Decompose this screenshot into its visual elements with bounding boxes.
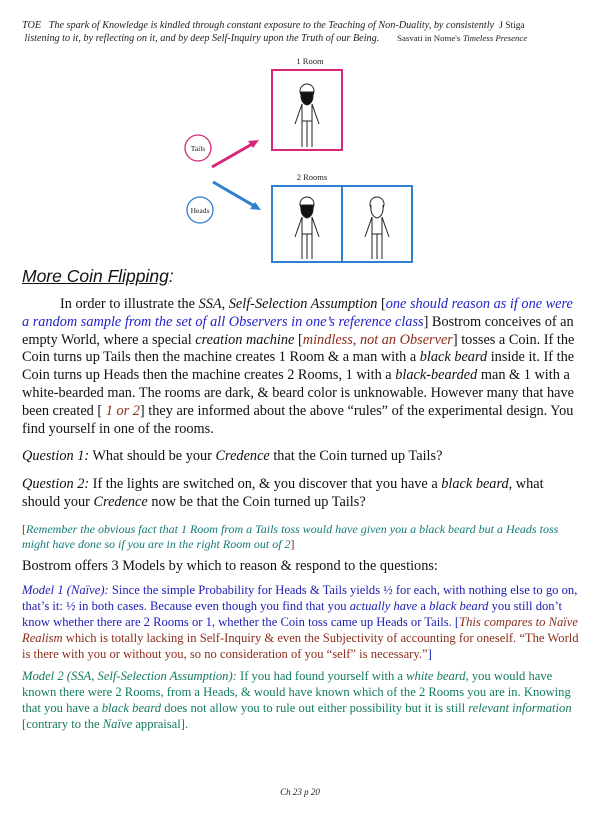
tails-label: Tails xyxy=(190,144,206,153)
text: ] they are informed about the above “rules” of the experimental design. You find yourself in one of the rooms. xyxy=(22,402,574,437)
actually-have-term: actually have xyxy=(349,598,418,613)
header-quote-line2: listening to it, by reflecting on it, and by deep Self-Inquiry upon the Truth of our Being. xyxy=(24,33,380,44)
model-1 xyxy=(22,582,582,663)
header-quote-line1: The spark of Knowledge is kindled through constant exposure to the Teaching of Non-Duality, by consistently xyxy=(48,20,495,31)
document-body xyxy=(22,296,582,732)
text: a xyxy=(417,598,430,613)
header-source-title: Timeless Presence xyxy=(462,33,528,43)
intro-paragraph xyxy=(22,296,582,438)
naive-realism-note: which is totally lacking in Self-Inquiry & even the Subjectivity of accounting for oneself. “The World is there with you or without you, so no consideration of you “self” is necessary.” xyxy=(22,631,579,662)
text: [ xyxy=(377,296,386,312)
ssa-term: SSA, Self-Selection Assumption xyxy=(198,296,378,312)
white-beard-man-icon xyxy=(365,197,389,259)
heads-label: Heads xyxy=(190,206,210,215)
text: If the lights are switched on, & you discover that you have a xyxy=(89,476,442,493)
bracket: [ xyxy=(22,521,26,536)
black-bearded-term: black-bearded xyxy=(395,367,478,384)
white-beard-term: white beard xyxy=(406,668,466,683)
model-1-label: Model 1 (Naïve): xyxy=(22,582,109,597)
text: you still don’t know whether there are 2 Rooms or 1, whether the Coin toss came up Heads or Tails. [ xyxy=(22,598,563,629)
text: ] tosses a Coin. If the Coin turns up Tails then the machine creates 1 Room & a man with a xyxy=(22,331,575,366)
section-title-colon: : xyxy=(168,266,174,286)
black-beard-man-icon xyxy=(295,197,319,259)
ssa-definition: one should reason as if one were a random sample from the set of all Observers in one’s reference class xyxy=(22,296,573,330)
tails-arrow-icon xyxy=(212,140,259,167)
one-room-label: 1 Room xyxy=(296,56,324,66)
coin-rooms-figure xyxy=(170,52,420,270)
text: appraisal]. xyxy=(132,717,189,732)
text: , you would have known there were 2 Rooms, from a Heads, & would have known which of the 2 Rooms you are in. Knowing that you have a xyxy=(22,668,571,715)
model-2 xyxy=(22,668,582,733)
naive-term: Naïve xyxy=(102,717,133,732)
relevant-info-term: relevant information xyxy=(468,700,572,715)
model-2-label: Model 2 (SSA, Self-Selection Assumption): xyxy=(22,668,237,683)
text: Since the simple Probability for Heads & Tails yields ½ for each, with nothing else to go on, that’s it: ½ in both cases. Because even though you find that you xyxy=(22,582,578,613)
mindless-note: mindless, not an Observer xyxy=(302,331,453,348)
black-beard-man-icon xyxy=(295,84,319,147)
bracket: ] xyxy=(427,647,432,662)
text: inside it. If the Coin turns up Heads then the machine creates 2 Rooms, 1 with a xyxy=(22,349,575,384)
remember-note xyxy=(22,522,582,552)
header-author: J Stiga xyxy=(499,21,525,31)
header-source: Sasvati in Nome's xyxy=(397,33,461,43)
heads-arrow-icon xyxy=(213,182,261,210)
naive-realism-term: This compares to Naïve Realism xyxy=(22,614,578,646)
remember-text: Remember the obvious fact that 1 Room from a Tails toss would have given you a black beard but a Heads toss might have done so if you are in the right Room out of 2 xyxy=(22,521,559,551)
credence-term: Credence xyxy=(93,493,148,510)
text: , what should your xyxy=(22,476,544,510)
text: If you had found yourself with a xyxy=(236,668,407,683)
question-1 xyxy=(22,448,582,466)
text: ] Bostrom conceives of an empty World, where a special xyxy=(22,313,574,348)
text: that the Coin turned up Tails? xyxy=(269,448,443,465)
text: What should be your xyxy=(89,448,216,465)
text: does not allow you to rule out either possibility but it is still xyxy=(161,700,469,715)
section-title xyxy=(22,266,174,287)
one-or-two-note: 1 or 2 xyxy=(105,402,140,419)
section-title-text: More Coin Flipping xyxy=(22,266,169,286)
black-beard-term: black beard xyxy=(419,349,488,366)
black-beard-term: black beard xyxy=(441,476,509,493)
question-2-label: Question 2: xyxy=(22,476,90,493)
text: In order to illustrate the xyxy=(60,296,199,312)
two-rooms-label: 2 Rooms xyxy=(296,172,328,182)
black-beard-term: black beard xyxy=(429,598,489,613)
text: man & 1 with a white-bearded man. The rooms are dark, & beard color is unknowable. However many that have been created [ xyxy=(22,367,574,419)
toe-label: TOE xyxy=(22,20,42,31)
page-header xyxy=(22,20,582,45)
credence-term: Credence xyxy=(215,448,270,465)
bracket: ] xyxy=(290,536,295,551)
text: now be that the Coin turned up Tails? xyxy=(147,493,366,510)
text: [contrary to the xyxy=(22,717,103,732)
creation-machine-term: creation machine xyxy=(195,331,295,348)
black-beard-term: black beard xyxy=(101,700,162,715)
question-2 xyxy=(22,476,582,512)
page-number: Ch 23 p 20 xyxy=(280,787,320,797)
text: [ xyxy=(294,331,303,348)
question-1-label: Question 1: xyxy=(22,448,90,465)
bostrom-models-intro: Bostrom offers 3 Models by which to reason & respond to the questions: xyxy=(22,557,438,574)
